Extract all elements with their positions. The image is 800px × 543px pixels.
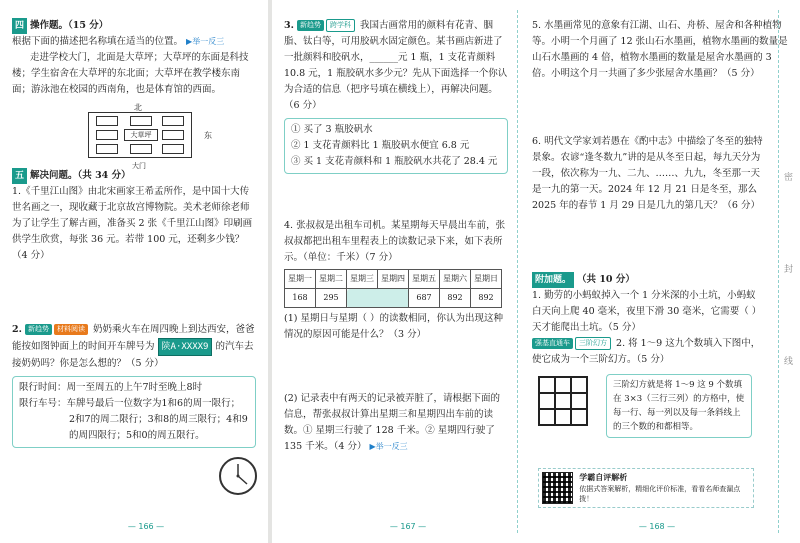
subject-tag: 跨学科 [326,19,355,32]
map-slot[interactable] [130,116,152,126]
practice-link[interactable]: ▶举一反三 [186,37,225,46]
q2-text-a: 奶奶乘火车在周四晚上到达西安，爸爸能按如图钟面上的时间开车牌号为 [12,324,255,352]
option[interactable]: ② 1 支花青颜料比 1 瓶胶矾水便宜 6.8 元 [291,140,470,151]
section-number: 四 [12,18,27,34]
magic-cell[interactable] [539,409,555,425]
map-slot[interactable] [162,144,184,154]
magic-cell[interactable] [555,393,571,409]
q4-sub-2: (2) 记录表中有两天的记录被弄脏了，请根据下面的信息，帮张叔叔计算出星期三和星期四出车前的读数。① 星期三行驶了 128 千米。② 星期四行驶了 135 千米。（4 分） [284,393,500,452]
map-lawn: 大草坪 [124,129,158,141]
column-divider [517,10,518,533]
seal-line-char: 线 [784,357,794,367]
extra-header [532,272,788,288]
map-slot[interactable] [96,116,118,126]
question-number: 2. [12,324,22,335]
section-title: 操作题。（15 分） [30,20,109,31]
question-6: 6. 明代文学家刘若愚在《酌中志》中描绘了冬至的独特景象。农谚“逢冬数九”讲的是从冬至日起，每九天分为一段，依次称为一九、二九、……、九九，冬至那一天是一九的第一天。2024 年 12 月 21 日是冬至，那么 2025 年的春节 1 月 29 日是几九的第几天？（6 分） [532,136,763,211]
e2-text: 2. 将 1～9 这九个数填入下图中，使它成为一个三阶幻方。（5 分） [532,338,761,365]
section-number: 五 [12,168,27,184]
seal-line [778,10,779,533]
q4-sub-1: (1) 星期日与星期（ ）的读数相同，你认为出现这种情况的原因可能是什么？（3 分） [284,313,503,340]
extra-tag: 附加题。 [532,272,574,288]
page-middle [272,0,520,543]
rule-line: 限行车号：车牌号最后一位数字为1和6的周一限行； [19,398,241,409]
magic-square-grid [538,376,588,426]
magic-cell[interactable] [539,377,555,393]
qr-info [579,472,750,504]
question-2 [12,322,256,372]
map-east-label: 东 [204,131,212,140]
magic-cell[interactable] [571,393,587,409]
smudged-cell [347,289,409,308]
magic-cell[interactable] [539,393,555,409]
s4-description: 走进学校大门，北面是大草坪；大草坪的东面是科技楼；学生宿舍在大草坪的东北面；大草坪在教学楼东南面；游泳池在校园的西南角，也是体育馆的西面。 [12,52,249,95]
table-header: 星期四 [378,270,409,289]
qr-title: 学霸自评解析 [579,473,628,482]
map-slot[interactable] [130,144,152,154]
rule-line: 2和7的周二限行；3和8的周三限行；4和9 [69,414,248,425]
clock-icon [218,456,258,496]
qr-panel [538,468,754,508]
table-cell: 687 [409,289,440,308]
option[interactable]: ③ 买 1 支花青颜料和 1 瓶胶矾水共花了 28.4 元 [291,156,498,167]
table-cell: 295 [316,289,347,308]
table-cell: 892 [471,289,502,308]
seal-line-char: 封 [784,265,794,275]
table-header: 星期五 [409,270,440,289]
campus-map [12,102,256,168]
s4-intro-line [12,34,256,50]
table-header-row [285,270,502,289]
magic-square-tag: 三阶幻方 [575,337,611,350]
q4-sub-2-wrap [284,391,508,455]
trend-tag: 新趋势 [297,20,324,31]
map-slot[interactable] [96,144,118,154]
page-right [520,0,800,543]
extra-question-1: 1. 勤劳的小蚂蚁掉入一个 1 分米深的小土坑，小蚂蚁白天向上爬 40 毫米，夜里下滑 30 毫米，它需要（ ）天才能爬出土坑。（5 分） [532,290,762,333]
qr-text: 依据式答案解析，精细化评价标准，看看名师查漏点拨！ [579,485,741,503]
table-header: 星期六 [440,270,471,289]
magic-cell[interactable] [571,377,587,393]
table-row [285,289,502,308]
section-title: 解决问题。（共 34 分） [30,170,131,181]
s4-intro: 根据下面的描述把名称填在适当的位置。 [12,36,184,47]
restriction-rules-box [12,376,256,448]
q2-text-b: 的汽车去接奶奶吗？你是怎么想的？（5 分） [12,341,254,369]
page-number: — 167 — [389,522,427,531]
magic-square-note: 三阶幻方就是将 1～9 这 9 个数填在 3×3（三行三列）的方格中，使每一行、每一列以及每一条斜线上的三个数的和都相等。 [606,374,752,438]
map-north-label: 北 [134,103,142,112]
section-4-header [12,18,256,34]
table-cell: 892 [440,289,471,308]
option[interactable]: ① 买了 3 瓶胶矾水 [291,124,373,135]
magic-cell[interactable] [571,409,587,425]
reading-tag: 材料阅读 [54,324,88,335]
options-box [284,118,508,174]
question-1: 1.《千里江山图》由北宋画家王希孟所作，是中国十大传世名画之一，现收藏于北京故宫博物院。美术老师徐老师为了让学生了解古画，准备买 2 张《千里江山图》印刷画供学生欣赏，每张 36 元。若带 100 元，还剩多少钱？（4 分） [12,186,253,261]
table-header: 星期一 [285,270,316,289]
page-number: — 166 — [127,522,165,531]
license-plate: 陕A·XXXX9 [158,338,213,356]
question-4: 4. 张叔叔是出租车司机。某星期每天早晨出车前，张叔叔都把出租车里程表上的读数记录下来，如下表所示。（单位：千米）（7 分） [284,220,506,263]
mileage-table [284,269,502,308]
question-number: 3. [284,20,294,31]
magic-cell[interactable] [555,377,571,393]
question-5: 5. 水墨画常见的意象有江湖、山石、舟桥、屋舍和各种植物等。小明一个月画了 12 张山石水墨画，植物水墨画的数量是山石水墨画的 4 倍，植物水墨画的数量是屋舍水墨画的 3 倍。小明这个月一共画了多少张屋舍水墨画？（5 分） [532,20,788,79]
trend-tag: 新趋势 [25,324,52,335]
map-slot[interactable] [162,116,184,126]
page-number: — 168 — [638,522,676,531]
page-left [0,0,268,543]
table-header: 星期日 [471,270,502,289]
map-slot[interactable] [96,130,118,140]
q3-text: 我国古画常用的颜料有花青、胭脂、钛白等，可用胶矾水固定颜色。某书画店新进了一批颜料和胶矾水，______元 1 瓶，1 支花青颜料 10.8 元，1 瓶胶矾水多少元？先从下面选择一个你认为合适的信息（把序号填在横线上），再解决问题。（6 分） [284,20,508,111]
practice-link[interactable]: ▶举一反三 [369,442,408,451]
map-gate-label: 大门 [132,162,146,170]
table-header: 星期三 [347,270,378,289]
question-3 [284,18,508,114]
extra-question-2 [532,336,764,368]
foundation-tag: 强基直通车 [532,338,573,349]
extra-title: （共 10 分） [577,274,635,285]
qr-code-icon[interactable] [542,472,573,504]
magic-cell[interactable] [555,409,571,425]
map-slot[interactable] [162,130,184,140]
seal-line-char: 密 [784,173,794,183]
table-header: 星期二 [316,270,347,289]
table-cell: 168 [285,289,316,308]
rule-line: 限行时间：周一至周五的上午7时至晚上8时 [19,382,203,393]
rule-line: 的周四限行；5和0的周五限行。 [69,430,205,441]
magic-square-area [532,370,788,442]
